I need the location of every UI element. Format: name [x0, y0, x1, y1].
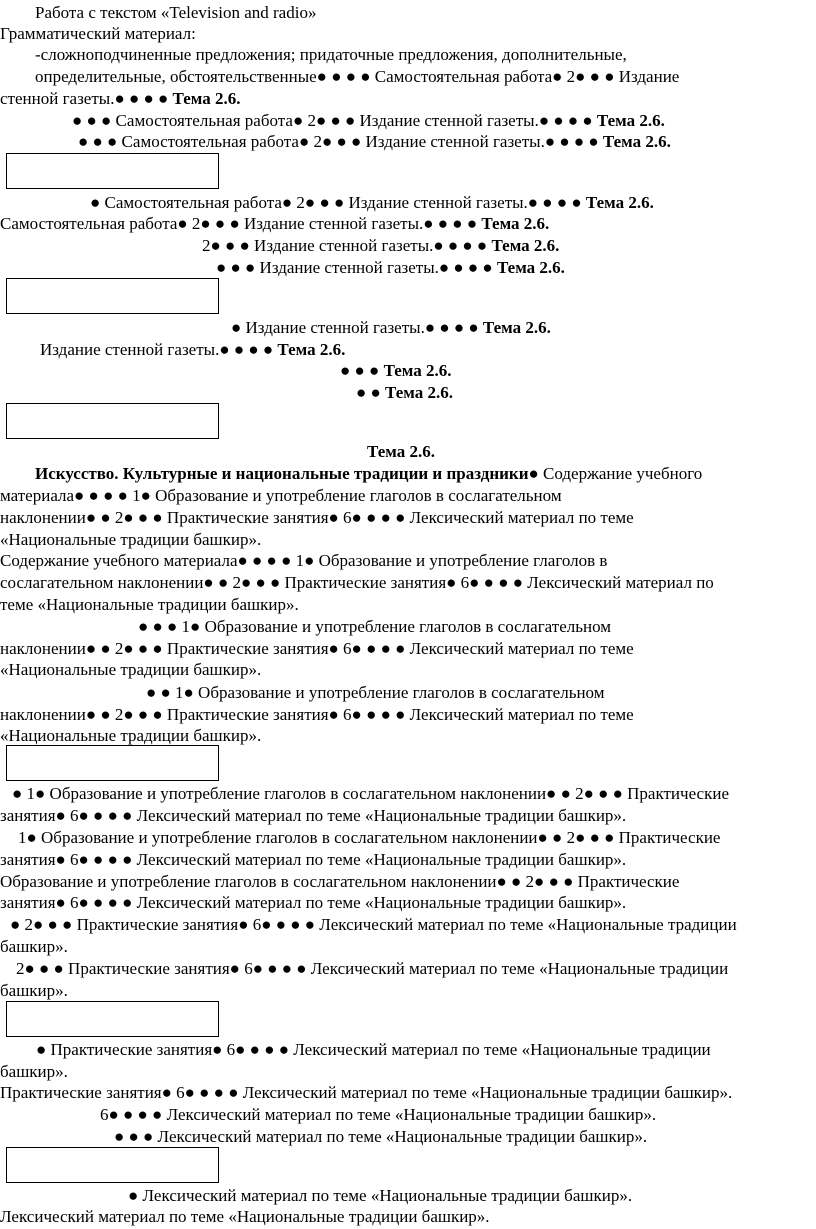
- topic-label: Тема 2.6.: [379, 361, 452, 380]
- topic-label: Тема 2.6.: [380, 383, 453, 402]
- topic-label: Тема 2.6.: [168, 89, 241, 108]
- text-line: определительные, обстоятельственные● ● ● ● Самостоятельная работа● 2● ● ● Издание: [35, 67, 680, 86]
- text-line: занятия● 6● ● ● ● Лексический материал по теме «Национальные традиции башкир».: [0, 850, 627, 869]
- text-line: наклонении● ● 2● ● ● Практические занятия● 6● ● ● ● Лексический материал по теме: [0, 508, 634, 527]
- text-line: теме «Национальные традиции башкир».: [0, 595, 299, 614]
- topic-label: Тема 2.6.: [592, 111, 665, 130]
- topic-label: Тема 2.6.: [478, 318, 551, 337]
- blank-box: [6, 1001, 219, 1037]
- text-line: стенной газеты.● ● ● ● Тема 2.6.: [0, 89, 241, 108]
- text-line: «Национальные традиции башкир».: [0, 660, 262, 679]
- text-line: башкир».: [0, 937, 68, 956]
- text-line: 2● ● ● Практические занятия● 6● ● ● ● Лексический материал по теме «Национальные традиции: [16, 959, 729, 978]
- text-line: 1● Образование и употребление глаголов в сослагательном наклонении● ● 2● ● ● Практические: [18, 828, 721, 847]
- doc-title: Работа с текстом «Television and radio»: [35, 3, 317, 22]
- text-line: Самостоятельная работа● 2● ● ● Издание стенной газеты.● ● ● ● Тема 2.6.: [0, 214, 550, 233]
- text-line: ● ● Тема 2.6.: [356, 383, 453, 402]
- text-line: ● ● ● Тема 2.6.: [340, 361, 452, 380]
- blank-box: [6, 403, 219, 439]
- text-line: ● 1● Образование и употребление глаголов в сослагательном наклонении● ● 2● ● ● Практические: [12, 784, 729, 803]
- section-title: Искусство. Культурные и национальные традиции и праздники●: [35, 464, 539, 483]
- text-line: занятия● 6● ● ● ● Лексический материал по теме «Национальные традиции башкир».: [0, 806, 627, 825]
- topic-label: Тема 2.6.: [477, 214, 550, 233]
- text-line: башкир».: [0, 981, 68, 1000]
- blank-box: [6, 1147, 219, 1183]
- text-line: ● Практические занятия● 6● ● ● ● Лексический материал по теме «Национальные традиции: [36, 1040, 711, 1059]
- text-line: Практические занятия● 6● ● ● ● Лексический материал по теме «Национальные традиции башкир».: [0, 1083, 733, 1102]
- text-line: наклонении● ● 2● ● ● Практические занятия● 6● ● ● ● Лексический материал по теме: [0, 705, 634, 724]
- text-line: наклонении● ● 2● ● ● Практические занятия● 6● ● ● ● Лексический материал по теме: [0, 639, 634, 658]
- text-line: ● Самостоятельная работа● 2● ● ● Издание стенной газеты.● ● ● ● Тема 2.6.: [90, 193, 654, 212]
- text-line: ● ● ● 1● Образование и употребление глаголов в сослагательном: [138, 617, 612, 636]
- text-line: ● Лексический материал по теме «Национальные традиции башкир».: [128, 1186, 633, 1205]
- text-line: ● ● ● Самостоятельная работа● 2● ● ● Издание стенной газеты.● ● ● ● Тема 2.6.: [78, 132, 671, 151]
- text-line: ● ● ● Самостоятельная работа● 2● ● ● Издание стенной газеты.● ● ● ● Тема 2.6.: [72, 111, 665, 130]
- topic-label: Тема 2.6.: [598, 132, 671, 151]
- text-line: 2● ● ● Издание стенной газеты.● ● ● ● Тема 2.6.: [202, 236, 560, 255]
- text-line: Содержание учебного материала● ● ● ● 1● Образование и употребление глаголов в: [0, 551, 608, 570]
- text-line: Искусство. Культурные и национальные традиции и праздники● Содержание учебного: [35, 464, 703, 483]
- text-line: Издание стенной газеты.● ● ● ● Тема 2.6.: [40, 340, 346, 359]
- text-line: ● ● ● Издание стенной газеты.● ● ● ● Тема 2.6.: [216, 258, 565, 277]
- grammar-heading: Грамматический материал:: [0, 24, 196, 43]
- topic-label: Тема 2.6.: [487, 236, 560, 255]
- text-line: -сложноподчиненные предложения; придаточные предложения, дополнительные,: [35, 45, 627, 64]
- topic-heading: [367, 442, 435, 462]
- text-line: башкир».: [0, 1062, 68, 1081]
- text-line: сослагательном наклонении● ● 2● ● ● Практические занятия● 6● ● ● ● Лексический материал по: [0, 573, 714, 592]
- text-line: 6● ● ● ● Лексический материал по теме «Национальные традиции башкир».: [100, 1105, 657, 1124]
- topic-label: Тема 2.6.: [581, 193, 654, 212]
- text-line: «Национальные традиции башкир».: [0, 530, 262, 549]
- topic-label: Тема 2.6.: [273, 340, 346, 359]
- text-line: ● Издание стенной газеты.● ● ● ● Тема 2.6.: [231, 318, 551, 337]
- text-line: Образование и употребление глаголов в сослагательном наклонении● ● 2● ● ● Практические: [0, 872, 680, 891]
- text-line: материала● ● ● ● 1● Образование и употребление глаголов в сослагательном: [0, 486, 562, 505]
- text-line: «Национальные традиции башкир».: [0, 726, 262, 745]
- blank-box: [6, 745, 219, 781]
- blank-box: [6, 278, 219, 314]
- blank-box: [6, 153, 219, 189]
- text-line: ● 2● ● ● Практические занятия● 6● ● ● ● Лексический материал по теме «Национальные традиции: [10, 915, 737, 934]
- text-line: ● ● 1● Образование и употребление глаголов в сослагательном: [146, 683, 605, 702]
- text-line: Лексический материал по теме «Национальные традиции башкир».: [0, 1207, 490, 1226]
- text-line: занятия● 6● ● ● ● Лексический материал по теме «Национальные традиции башкир».: [0, 893, 627, 912]
- topic-label: Тема 2.6.: [367, 442, 435, 461]
- text-line: ● ● ● Лексический материал по теме «Национальные традиции башкир».: [114, 1127, 648, 1146]
- topic-label: Тема 2.6.: [492, 258, 565, 277]
